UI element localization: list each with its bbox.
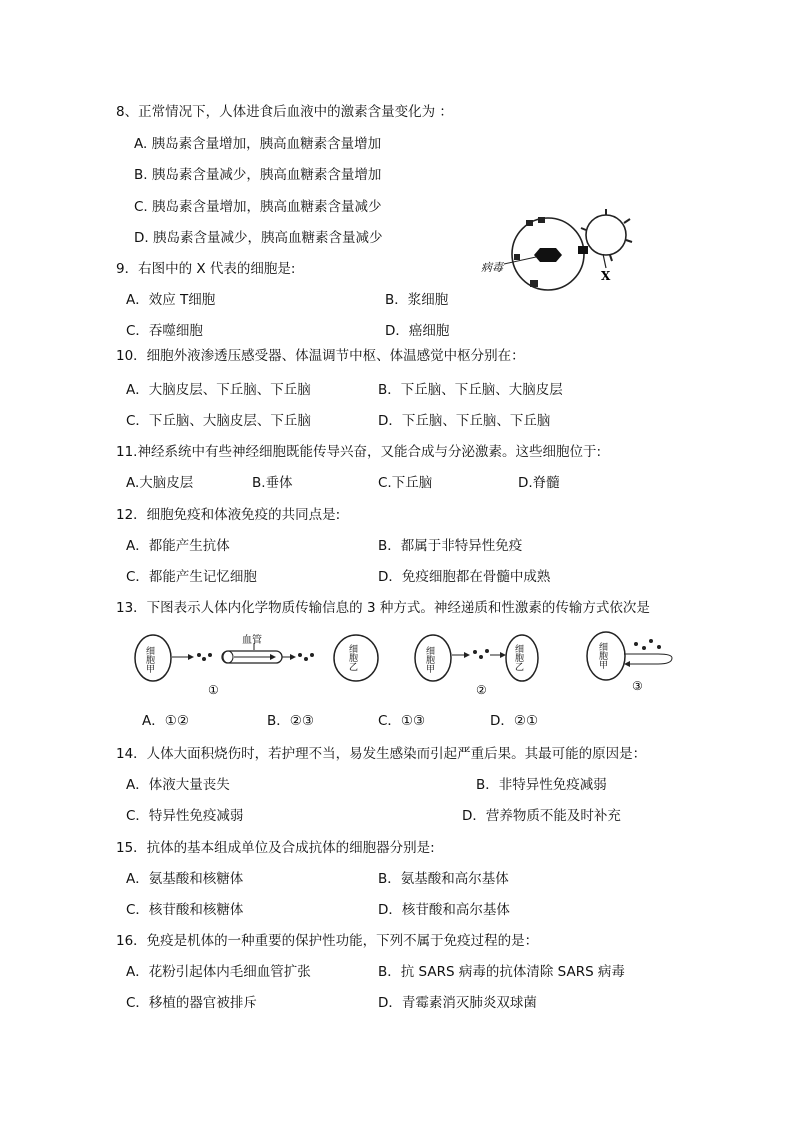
q14-option-c: C．特异性免疫减弱 xyxy=(126,808,244,824)
q12-option-b: B．都属于非特异性免疫 xyxy=(378,538,523,554)
q12-option-d: D．免疫细胞都在骨髓中成熟 xyxy=(378,569,551,585)
p1-cell-a-label: 细胞甲 xyxy=(144,646,154,673)
q9-option-d: D．癌细胞 xyxy=(385,323,450,339)
q16-option-d: D．青霉素消灭肺炎双球菌 xyxy=(378,995,537,1011)
x-label: X xyxy=(601,269,611,283)
virus-shape xyxy=(534,248,562,262)
question-8-stem: 8、正常情况下，人体进食后血液中的激素含量变化为 ： xyxy=(116,104,453,120)
q12-option-a: A．都能产生抗体 xyxy=(126,538,230,554)
q11-option-c: C.下丘脑 xyxy=(378,475,433,491)
figure-9-cell-diagram xyxy=(478,208,668,300)
p2-cell-b-label: 细胞乙 xyxy=(513,644,523,671)
question-11-stem: 11.神经系统中有些神经细胞既能传导兴奋，又能合成与分泌激素。这些细胞位于: xyxy=(116,444,602,460)
q8-option-b: B. 胰岛素含量减少，胰高血糖素含量增加 xyxy=(134,167,382,183)
q14-option-d: D．营养物质不能及时补充 xyxy=(462,808,621,824)
p3-cell-label: 细胞甲 xyxy=(597,642,607,669)
q13-option-d: D．②① xyxy=(490,713,539,729)
q16-option-a: A．花粉引起体内毛细血管扩张 xyxy=(126,964,311,980)
q14-option-a: A．体液大量丧失 xyxy=(126,777,230,793)
q16-option-c: C．移植的器官被排斥 xyxy=(126,995,257,1011)
q10-option-b: B．下丘脑、下丘脑、大脑皮层 xyxy=(378,382,563,398)
figure-13-signal-diagram xyxy=(130,628,676,700)
question-16-stem: 16．免疫是机体的一种重要的保护性功能，下列不属于免疫过程的是： xyxy=(116,933,539,949)
q10-option-d: D．下丘脑、下丘脑、下丘脑 xyxy=(378,413,551,429)
question-10-stem: 10．细胞外液渗透压感受器、体温调节中枢、体温感觉中枢分别在： xyxy=(116,348,525,364)
q15-option-b: B．氨基酸和高尔基体 xyxy=(378,871,509,887)
q11-option-d: D.脊髓 xyxy=(518,475,560,491)
virus-label: 病毒 xyxy=(481,261,503,274)
q8-option-c: C. 胰岛素含量增加，胰高血糖素含量减少 xyxy=(134,199,382,215)
mark-1: ① xyxy=(208,683,219,697)
q8-option-a: A. 胰岛素含量增加，胰高血糖素含量增加 xyxy=(134,136,382,152)
question-14-stem: 14．人体大面积烧伤时，若护理不当，易发生感染而引起严重后果。其最可能的原因是： xyxy=(116,746,647,762)
p1-cell-b-label: 细胞乙 xyxy=(347,644,357,671)
q8-option-d: D. 胰岛素含量减少，胰高血糖素含量减少 xyxy=(134,230,383,246)
q15-option-d: D．核苷酸和高尔基体 xyxy=(378,902,510,918)
q11-option-b: B.垂体 xyxy=(252,475,293,491)
q12-option-c: C．都能产生记忆细胞 xyxy=(126,569,257,585)
x-cell xyxy=(586,215,626,255)
q13-option-a: A．①② xyxy=(142,713,189,729)
q9-option-a: A．效应 T细胞 xyxy=(126,292,216,308)
question-13-stem: 13．下图表示人体内化学物质传输信息的 3 种方式。神经递质和性激素的传输方式依次是 xyxy=(116,600,650,616)
p2-cell-a-label: 细胞甲 xyxy=(424,646,434,673)
question-9-stem: 9．右图中的 X 代表的细胞是: xyxy=(116,261,296,277)
question-15-stem: 15．抗体的基本组成单位及合成抗体的细胞器分别是: xyxy=(116,840,435,856)
q9-option-b: B．浆细胞 xyxy=(385,292,449,308)
mark-3: ③ xyxy=(632,679,643,693)
q13-option-c: C．①③ xyxy=(378,713,426,729)
q10-option-a: A．大脑皮层、下丘脑、下丘脑 xyxy=(126,382,311,398)
q9-option-c: C．吞噬细胞 xyxy=(126,323,203,339)
q15-option-a: A．氨基酸和核糖体 xyxy=(126,871,244,887)
question-12-stem: 12．细胞免疫和体液免疫的共同点是: xyxy=(116,507,341,523)
q10-option-c: C．下丘脑、大脑皮层、下丘脑 xyxy=(126,413,311,429)
q14-option-b: B．非特异性免疫减弱 xyxy=(476,777,607,793)
q16-option-b: B．抗 SARS 病毒的抗体清除 SARS 病毒 xyxy=(378,964,625,980)
mark-2: ② xyxy=(476,683,487,697)
q15-option-c: C．核苷酸和核糖体 xyxy=(126,902,244,918)
vessel-label: 血管 xyxy=(242,635,262,646)
q13-option-b: B．②③ xyxy=(267,713,314,729)
q11-option-a: A.大脑皮层 xyxy=(126,475,194,491)
